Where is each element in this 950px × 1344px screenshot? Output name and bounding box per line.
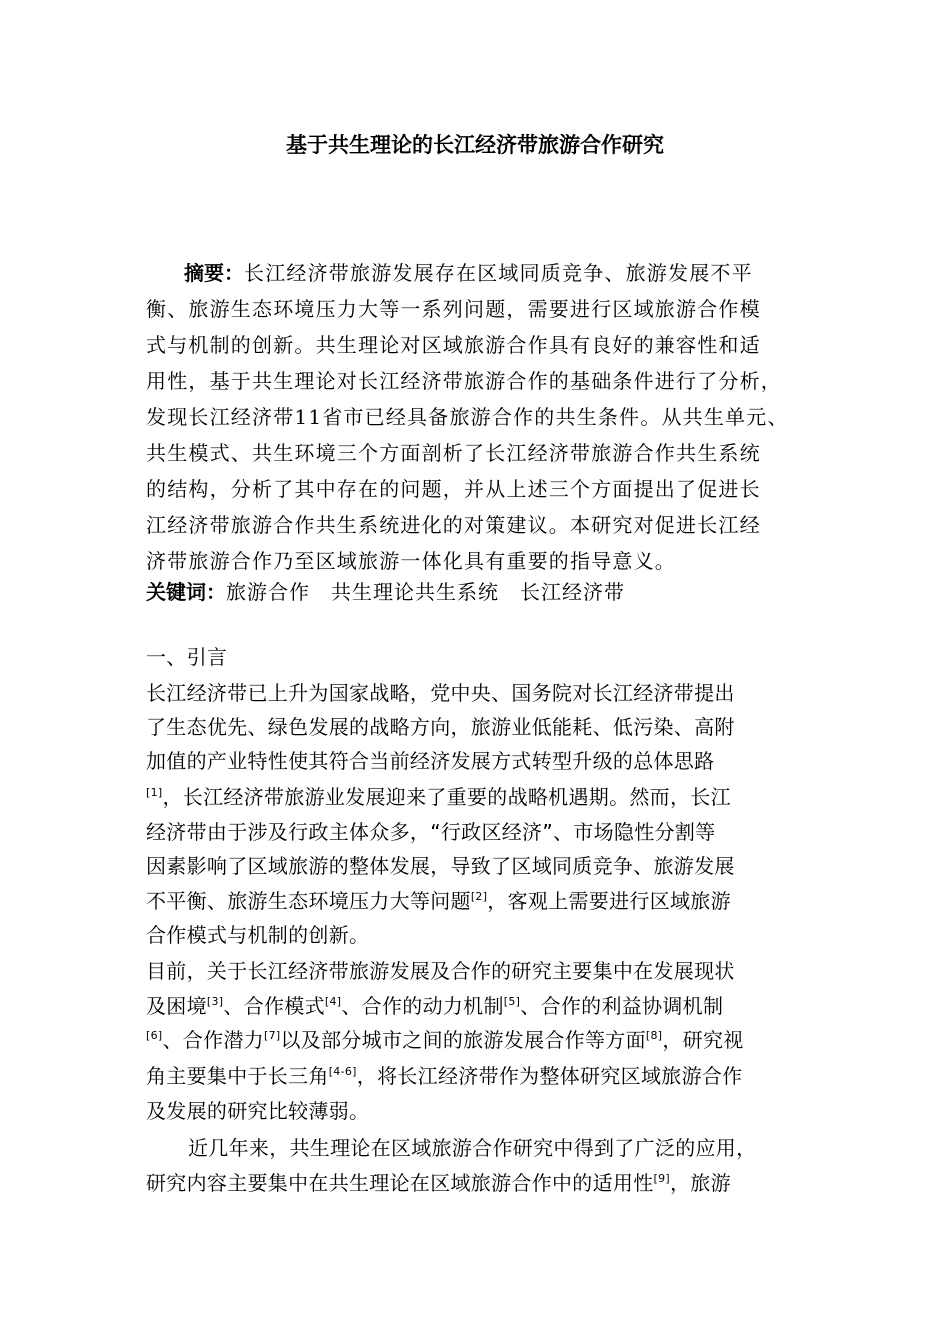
paragraph-line: 目前，关于长江经济带旅游发展及合作的研究主要集中在发展现状 bbox=[146, 959, 735, 983]
citation-ref: [7] bbox=[263, 1029, 281, 1042]
paragraph-line: 经济带由于涉及行政主体众多，“行政区经济”、市场隐性分割等 bbox=[146, 820, 716, 844]
page-title: 基于共生理论的长江经济带旅游合作研究 bbox=[286, 133, 664, 157]
section-heading: 一、引言 bbox=[146, 645, 228, 669]
abstract-line: 用性，基于共生理论对长江经济带旅游合作的基础条件进行了分析， bbox=[146, 369, 782, 393]
paragraph-line: [6]、合作潜力[7]以及部分城市之间的旅游发展合作等方面[8]，研究视 bbox=[146, 1028, 744, 1052]
citation-ref: [2] bbox=[470, 890, 488, 903]
paragraph-line: 不平衡、旅游生态环境压力大等问题[2]，客观上需要进行区域旅游 bbox=[146, 889, 731, 913]
keywords-line bbox=[146, 577, 826, 607]
citation-ref: [5] bbox=[503, 995, 521, 1008]
paragraph-line: 了生态优先、绿色发展的战略方向，旅游业低能耗、低污染、高附 bbox=[146, 715, 735, 739]
abstract-line: 式与机制的创新。共生理论对区域旅游合作具有良好的兼容性和适 bbox=[146, 333, 761, 357]
abstract-label: 摘要： bbox=[184, 261, 244, 285]
citation-ref: [9] bbox=[653, 1172, 670, 1185]
abstract-line: 江经济带旅游合作共生系统进化的对策建议。本研究对促进长江经 bbox=[146, 513, 761, 537]
paragraph-line: 角主要集中于长三角[4-6]，将长江经济带作为整体研究区域旅游合作 bbox=[146, 1064, 743, 1088]
keywords-text: 旅游合作 共生理论共生系统 长江经济带 bbox=[226, 580, 625, 604]
abstract-line: 济带旅游合作乃至区域旅游一体化具有重要的指导意义。 bbox=[146, 549, 676, 573]
keywords-label: 关键词： bbox=[146, 580, 226, 604]
paragraph-line: 研究内容主要集中在共生理论在区域旅游合作中的适用性[9]，旅游 bbox=[146, 1171, 731, 1195]
citation-ref: [4-6] bbox=[328, 1065, 357, 1078]
paragraph-line: 及发展的研究比较薄弱。 bbox=[146, 1099, 370, 1123]
paragraph-line: 近几年来，共生理论在区域旅游合作研究中得到了广泛的应用， bbox=[188, 1136, 757, 1160]
citation-ref: [6] bbox=[146, 1029, 163, 1042]
citation-ref: [4] bbox=[324, 995, 342, 1008]
citation-ref: [8] bbox=[645, 1029, 663, 1042]
abstract-line: 发现长江经济带11省市已经具备旅游合作的共生条件。从共生单元、 bbox=[146, 405, 789, 429]
abstract-line: 的结构，分析了其中存在的问题，并从上述三个方面提出了促进长 bbox=[146, 477, 761, 501]
paragraph-line: 长江经济带已上升为国家战略，党中央、国务院对长江经济带提出 bbox=[146, 681, 735, 705]
paragraph-line: 因素影响了区域旅游的整体发展，导致了区域同质竞争、旅游发展 bbox=[146, 854, 735, 878]
abstract-line: 共生模式、共生环境三个方面剖析了长江经济带旅游合作共生系统 bbox=[146, 441, 761, 465]
paragraph-line: 加值的产业特性使其符合当前经济发展方式转型升级的总体思路 bbox=[146, 749, 715, 773]
abstract-text: 长江经济带旅游发展存在区域同质竞争、旅游发展不平 bbox=[244, 261, 753, 285]
paragraph-line: 合作模式与机制的创新。 bbox=[146, 923, 370, 947]
paragraph-line: [1]，长江经济带旅游业发展迎来了重要的战略机遇期。然而，长江 bbox=[146, 785, 731, 809]
abstract-line bbox=[184, 258, 864, 288]
abstract-line: 衡、旅游生态环境压力大等一系列问题，需要进行区域旅游合作模 bbox=[146, 297, 761, 321]
citation-ref: [1] bbox=[146, 786, 163, 799]
citation-ref: [3] bbox=[206, 995, 224, 1008]
paragraph-line: 及困境[3]、合作模式[4]、合作的动力机制[5]、合作的利益协调机制 bbox=[146, 994, 724, 1018]
